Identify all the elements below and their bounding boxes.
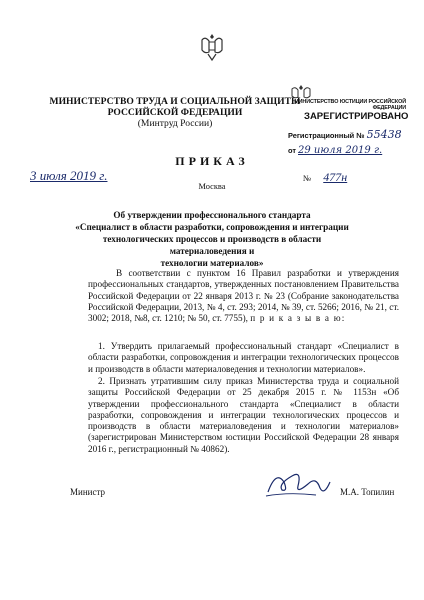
stamp-reg-number: 55438 (366, 128, 402, 141)
decree-word: п р и к а з ы в а ю: (250, 313, 346, 324)
ministry-name-line1: МИНИСТЕРСТВО ТРУДА И СОЦИАЛЬНОЙ ЗАЩИТЫ (49, 96, 301, 107)
order-city: Москва (198, 182, 226, 191)
order-date: 3 июля 2019 г. (30, 168, 108, 183)
order-number: 477н (323, 170, 348, 184)
title-line2: «Специалист в области разработки, сопровождения и интеграции (75, 222, 349, 232)
ministry-header (40, 96, 310, 129)
item-1-paragraph: 1. Утвердить прилагаемый профессиональный стандарт «Специалист в области разработки, сопровождения и интеграции технологических процессов и производств в области материаловедения и технологии материалов». (88, 341, 399, 374)
stamp-date-prefix: от (288, 146, 296, 155)
stamp-date-row (288, 145, 382, 156)
stamp-reg-number-row (288, 128, 402, 141)
document-type: ПРИКАЗ (175, 154, 249, 168)
stamp-reg-label: Регистрационный № (288, 131, 365, 140)
ministry-short-name: (Минтруд России) (137, 118, 213, 129)
signer-name: М.А. Топилин (340, 487, 395, 497)
title-line4: технологии материалов» (160, 258, 264, 268)
title-line1: Об утверждении профессионального стандарта (113, 210, 311, 220)
registration-stamp (278, 84, 409, 158)
stamp-date-value: 29 июля 2019 г. (298, 145, 383, 156)
stamp-registered: ЗАРЕГИСТРИРОВАНО (304, 111, 409, 122)
coat-of-arms-emblem (199, 32, 225, 62)
stamp-emblem-icon (286, 84, 316, 100)
order-title (70, 209, 354, 269)
preamble-paragraph (88, 268, 399, 324)
signer-title: Министр (70, 487, 105, 497)
order-number-row (303, 170, 347, 185)
stamp-agency: МИНИСТЕРСТВО ЮСТИЦИИ РОССИЙСКОЙ ФЕДЕРАЦИИ (294, 99, 406, 111)
item-2-paragraph: 2. Признать утратившим силу приказ Министерства труда и социальной защиты Российской Федерации от 25 декабря 2015 г. № 1153н «Об утверждении профессионального стандарта «Специалист в области разработки, сопровождения и интеграции технологических процессов и производств в области материаловедения и технологии материалов» (зарегистрирован Министерством юстиции Российской Федерации 28 января 2016 г., регистрационный № 40862). (88, 376, 399, 454)
preamble-text: В соответствии с пунктом 16 Правил разработки и утверждения профессиональных стандартов, утвержденных постановлением Правительства Российской Федерации от 22 января 2013 г. № 23 (Собрание законодательства Российской Федерации, 2013, № 4, ст. 293; 2014, № 39, ст. 5266; 2016, № 21, ст. 3002; 2018, №8, ст. 1210; № 50, ст. 7755), (88, 268, 399, 324)
ministry-name-line2: РОССИЙСКОЙ ФЕДЕРАЦИИ (107, 107, 243, 118)
handwritten-signature (258, 462, 338, 502)
order-number-label: № (303, 173, 312, 183)
title-line3: технологических процессов и производств в области материаловедения и (102, 234, 322, 256)
